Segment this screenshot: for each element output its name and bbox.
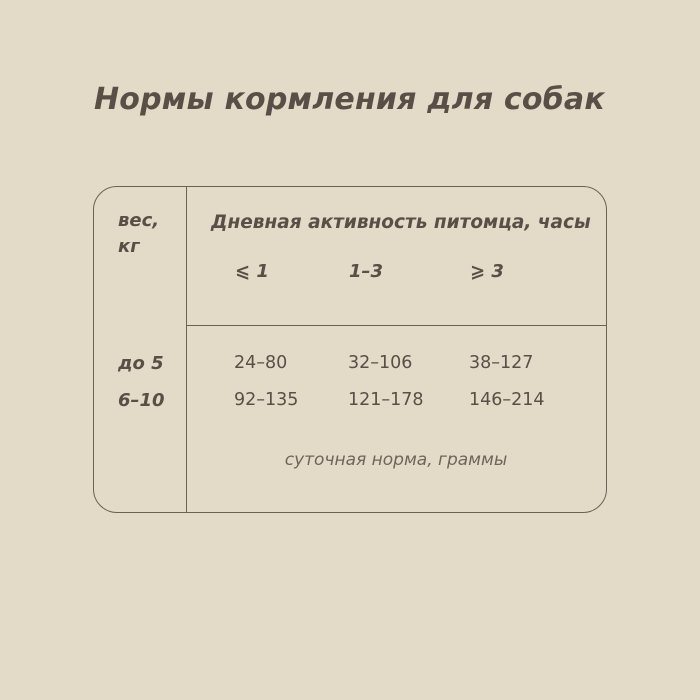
table-cell: 38–127 xyxy=(469,353,534,373)
column-header-ge3: ⩾ 3 xyxy=(470,261,504,282)
weight-label-line1: вес, xyxy=(118,210,160,231)
column-header-1-3: 1–3 xyxy=(349,261,384,282)
row-label-up-to-5: до 5 xyxy=(118,353,164,374)
horizontal-divider xyxy=(186,325,606,326)
table-cell: 146–214 xyxy=(469,390,545,410)
units-note: суточная норма, граммы xyxy=(284,450,508,470)
row-label-6-10: 6–10 xyxy=(118,390,165,411)
page-title: Нормы кормления для собак xyxy=(94,82,605,117)
column-header-le1: ⩽ 1 xyxy=(235,261,269,282)
table-cell: 92–135 xyxy=(234,390,299,410)
activity-header: Дневная активность питомца, часы xyxy=(211,212,591,233)
feeding-table xyxy=(93,186,607,513)
table-cell: 32–106 xyxy=(348,353,413,373)
weight-label-line2: кг xyxy=(118,236,140,257)
weight-column-header xyxy=(118,208,159,260)
table-cell: 24–80 xyxy=(234,353,288,373)
table-cell: 121–178 xyxy=(348,390,424,410)
